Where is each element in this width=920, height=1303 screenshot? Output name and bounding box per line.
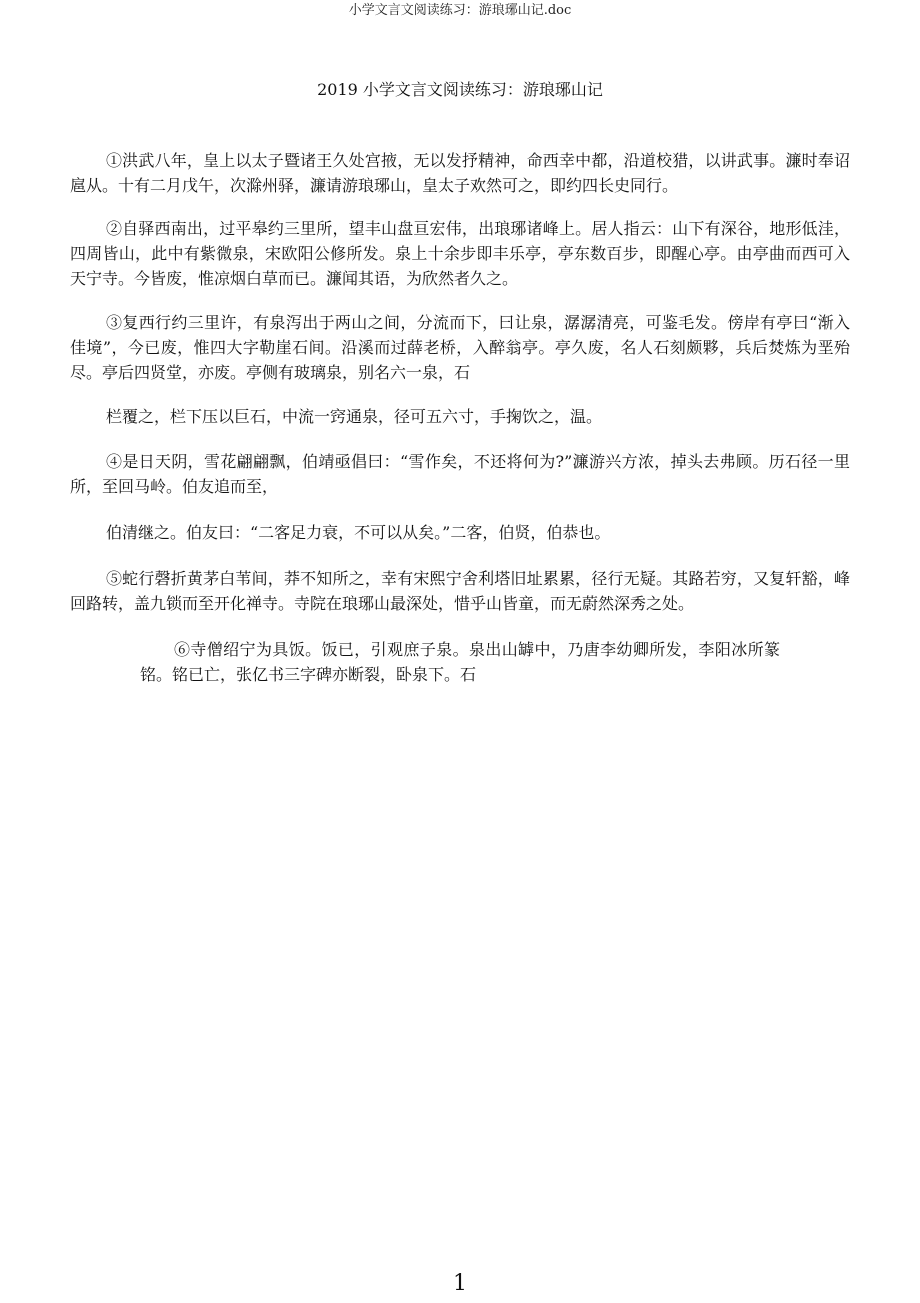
paragraph-4: ④是日天阴，雪花翩翩飘，伯靖亟倡曰：“雪作矣，不还将何为?”濂游兴方浓，掉头去弗顾。历石径一里所，至回马岭。伯友追而至， — [70, 452, 850, 496]
document-filename-header: 小学文言文阅读练习：游琅琊山记.doc — [348, 3, 572, 18]
paragraph-4-continued: 伯清继之。伯友曰：“二客足力衰，不可以从矣。”二客，伯贤，伯恭也。 — [106, 523, 611, 542]
page-title: 2019 小学文言文阅读练习：游琅琊山记 — [317, 80, 603, 99]
paragraph-3-continued: 栏覆之，栏下压以巨石，中流一窍通泉，径可五六寸，手掬饮之，温。 — [106, 407, 603, 426]
paragraph-2: ②自驿西南出，过平皋约三里所，望丰山盘亘宏伟，出琅琊诸峰上。居人指云：山下有深谷，地形低洼，四周皆山，此中有紫微泉，宋欧阳公修所发。泉上十余步即丰乐亭，亭东数百步，即醒心亭。由亭曲而西可入天宁寺。今皆废，惟凉烟白草而已。濂闻其语，为欣然者久之。 — [70, 219, 850, 288]
paragraph-6: ⑥寺僧绍宁为具饭。饭已，引观庶子泉。泉出山罅中，乃唐李幼卿所发，李阳冰所篆铭。铭已亡，张亿书三字碑亦断裂，卧泉下。石 — [140, 640, 780, 684]
paragraph-5: ⑤蛇行磬折黄茅白苇间，莽不知所之，幸有宋熙宁舍利塔旧址累累，径行无疑。其路若穷，又复轩豁，峰回路转，盖九锁而至开化禅寺。寺院在琅琊山最深处，惜乎山皆童，而无蔚然深秀之处。 — [70, 569, 850, 613]
paragraph-3: ③复西行约三里许，有泉泻出于两山之间，分流而下，曰让泉，潺潺清亮，可鉴毛发。傍岸有亭曰“渐入佳境”，今已废，惟四大字勒崖石间。沿溪而过薛老桥，入醉翁亭。亭久废，名人石刻颇夥，兵后焚炼为垩殆尽。亭后四贤堂，亦废。亭侧有玻璃泉，别名六一泉，石 — [70, 313, 850, 382]
page-number: 1 — [453, 1271, 467, 1296]
paragraph-1: ①洪武八年，皇上以太子暨诸王久处宫掖，无以发抒精神，命西幸中都，沿道校猎，以讲武事。濂时奉诏扈从。十有二月戊午，次滁州驿，濂请游琅琊山，皇太子欢然可之，即约四长史同行。 — [70, 151, 850, 195]
